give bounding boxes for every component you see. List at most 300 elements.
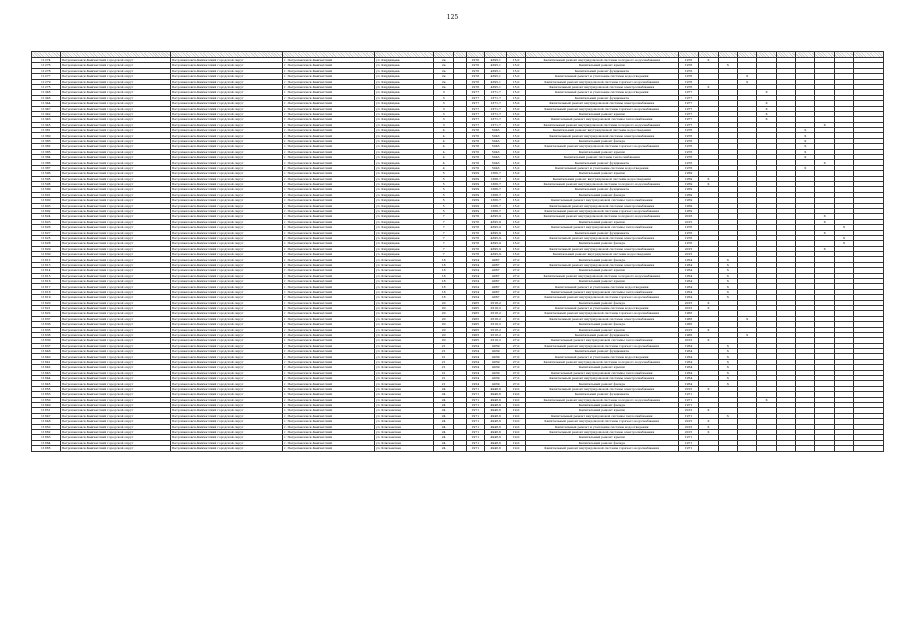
table-cell: 11382 <box>32 144 61 149</box>
table-cell: 19,0 <box>507 440 525 445</box>
table-cell: X <box>699 386 718 391</box>
table-cell: г. Петропавловск-Камчатский <box>282 376 374 381</box>
table-cell: Капитальный ремонт крыши <box>525 111 678 116</box>
table-cell: г. Петропавловск-Камчатский <box>282 311 374 316</box>
table-cell: Капитальный ремонт внутридомовой системы водоотведения <box>525 252 678 257</box>
table-cell: Капитальный ремонт внутридомовой системы горячего водоснабжения <box>525 311 678 316</box>
table-cell: Петропавловск-Камчатский городской округ <box>170 273 282 278</box>
table-cell: 4967 <box>484 295 506 300</box>
table-cell: г. Петропавловск-Камчатский <box>282 252 374 257</box>
table-cell: 15,0 <box>507 111 525 116</box>
table-cell: 1976 <box>466 79 484 84</box>
table-cell: 15,0 <box>507 138 525 143</box>
table-cell: X <box>815 230 834 235</box>
table-cell: ул. Ключевская <box>374 332 433 337</box>
table-cell: X <box>699 58 718 63</box>
table-cell: 27,0 <box>507 284 525 289</box>
table-cell: 2015 <box>678 300 698 305</box>
table-row <box>32 446 884 451</box>
table-cell: 1954 <box>466 284 484 289</box>
table-cell: Петропавловск-Камчатский городской округ <box>170 424 282 429</box>
table-cell: 1366,7 <box>484 171 506 176</box>
table-cell: 5 <box>433 176 453 181</box>
table-cell: 3 <box>433 101 453 106</box>
table-cell: г. Петропавловск-Камчатский <box>282 246 374 251</box>
table-cell: ул. Кирдищева <box>374 246 433 251</box>
table-cell: 18 <box>433 257 453 262</box>
table-cell: 1954 <box>678 381 698 386</box>
table-cell: 1976 <box>678 230 698 235</box>
table-cell: 1959 <box>678 171 698 176</box>
table-cell: 2518,2 <box>484 327 506 332</box>
table-cell: г. Петропавловск-Камчатский <box>282 273 374 278</box>
table-cell: 5043 <box>484 160 506 165</box>
table-cell: X <box>699 327 718 332</box>
table-cell: Петропавловск-Камчатский городской округ <box>60 359 170 364</box>
table-cell: 5043 <box>484 133 506 138</box>
table-cell: 5043 <box>484 149 506 154</box>
table-cell: 11624 <box>32 214 61 219</box>
table-cell: Капитальный ремонт фасада <box>525 322 678 327</box>
table-cell: 4939 <box>484 343 506 348</box>
table-cell: Капитальный ремонт внутридомовой системы электроснабжения <box>525 262 678 267</box>
table-cell: 11652 <box>32 424 61 429</box>
table-cell: Петропавловск-Камчатский городской округ <box>60 424 170 429</box>
table-cell: ул. Кирдищева <box>374 122 433 127</box>
table-cell: 18 <box>433 268 453 273</box>
table-cell: Петропавловск-Камчатский городской округ <box>60 117 170 122</box>
table-cell: Петропавловск-Камчатский городской округ <box>170 68 282 73</box>
table-cell: Петропавловск-Камчатский городской округ <box>170 84 282 89</box>
table-cell: 1971 <box>678 440 698 445</box>
table-cell: 1959 <box>466 198 484 203</box>
table-cell: ул. Кирдищева <box>374 149 433 154</box>
table-cell: 1954 <box>678 262 698 267</box>
table-cell: 11599 <box>32 187 61 192</box>
table-cell: Петропавловск-Камчатский городской округ <box>60 68 170 73</box>
table-cell: 24 <box>433 419 453 424</box>
table-cell: 1976 <box>678 79 698 84</box>
table-cell: Петропавловск-Камчатский городской округ <box>60 181 170 186</box>
table-cell: 1959 <box>466 192 484 197</box>
table-cell: 27,0 <box>507 322 525 327</box>
table-cell: X <box>815 122 834 127</box>
table-cell: 4939 <box>484 354 506 359</box>
table-cell: 1977 <box>466 106 484 111</box>
table-cell: Петропавловск-Камчатский городской округ <box>170 338 282 343</box>
table-cell: 1976 <box>466 144 484 149</box>
table-cell: 4948,6 <box>484 403 506 408</box>
table-cell: Петропавловск-Камчатский городской округ <box>60 203 170 208</box>
table-cell: 11662 <box>32 429 61 434</box>
table-cell: Петропавловск-Камчатский городской округ <box>60 392 170 397</box>
table-cell: г. Петропавловск-Камчатский <box>282 359 374 364</box>
table-cell: ул. Кирдищева <box>374 90 433 95</box>
table-cell: г. Петропавловск-Камчатский <box>282 446 374 451</box>
table-cell: 1976 <box>466 63 484 68</box>
table-cell: 1976 <box>678 128 698 133</box>
table-cell: 4 <box>433 165 453 170</box>
table-cell: 1976 <box>678 165 698 170</box>
table-cell: 2015 <box>678 327 698 332</box>
table-cell: ул. Ключевская <box>374 370 433 375</box>
table-cell: Петропавловск-Камчатский городской округ <box>170 208 282 213</box>
table-cell: 11645 <box>32 381 61 386</box>
table-cell: 18 <box>433 289 453 294</box>
table-cell: 15,0 <box>507 208 525 213</box>
table-cell: 27,0 <box>507 316 525 321</box>
table-cell: 1965 <box>466 311 484 316</box>
table-cell: г. Петропавловск-Камчатский <box>282 403 374 408</box>
table-cell: X <box>699 300 718 305</box>
table-cell: г. Петропавловск-Камчатский <box>282 84 374 89</box>
table-cell: 1954 <box>678 359 698 364</box>
table-cell: 7 <box>433 246 453 251</box>
table-cell: 1954 <box>678 376 698 381</box>
table-cell: 7 <box>433 235 453 240</box>
table-cell: 4 <box>433 144 453 149</box>
table-cell: 4948,6 <box>484 435 506 440</box>
table-cell: 15,0 <box>507 176 525 181</box>
table-cell: Петропавловск-Камчатский городской округ <box>60 171 170 176</box>
table-cell: 2016 <box>678 214 698 219</box>
table-cell: ул. Ключевская <box>374 322 433 327</box>
table-cell: ул. Кирдищева <box>374 58 433 63</box>
table-cell: 1976 <box>678 144 698 149</box>
table-cell: Петропавловск-Камчатский городской округ <box>60 138 170 143</box>
table-cell: г. Петропавловск-Камчатский <box>282 214 374 219</box>
table-cell: 27,0 <box>507 300 525 305</box>
table-cell: 2518,2 <box>484 311 506 316</box>
table-cell: Петропавловск-Камчатский городской округ <box>60 225 170 230</box>
table-cell: 15,0 <box>507 252 525 257</box>
table-cell: Петропавловск-Камчатский городской округ <box>170 332 282 337</box>
table-cell: г. Петропавловск-Камчатский <box>282 58 374 63</box>
table-cell: 1371,7 <box>484 90 506 95</box>
table-cell: 15,0 <box>507 219 525 224</box>
table-cell: Капитальный ремонт фасада <box>525 192 678 197</box>
table-cell: Петропавловск-Камчатский городской округ <box>60 300 170 305</box>
table-cell: 1366,7 <box>484 198 506 203</box>
table-cell: г. Петропавловск-Камчатский <box>282 122 374 127</box>
table-cell: 1977 <box>678 90 698 95</box>
table-cell: X <box>815 160 834 165</box>
table-cell: Петропавловск-Камчатский городской округ <box>60 106 170 111</box>
table-cell: 18 <box>433 273 453 278</box>
table-cell: 1954 <box>678 365 698 370</box>
table-cell: Петропавловск-Камчатский городской округ <box>170 252 282 257</box>
table-cell: 2015 <box>678 246 698 251</box>
table-cell: 1954 <box>678 354 698 359</box>
table-cell: Петропавловск-Камчатский городской округ <box>170 327 282 332</box>
table-cell: г. Петропавловск-Камчатский <box>282 117 374 122</box>
table-cell: г. Петропавловск-Камчатский <box>282 74 374 79</box>
table-cell: 21 <box>433 354 453 359</box>
table-cell: г. Петропавловск-Камчатский <box>282 365 374 370</box>
table-cell: 1977 <box>678 95 698 100</box>
table-cell: 11653 <box>32 392 61 397</box>
table-cell: Петропавловск-Камчатский городской округ <box>60 316 170 321</box>
table-cell: 3 <box>433 95 453 100</box>
table-cell: 1954 <box>466 273 484 278</box>
table-cell: Капитальный ремонт крыши <box>525 268 678 273</box>
table-cell: Петропавловск-Камчатский городской округ <box>170 171 282 176</box>
table-cell: 2518,2 <box>484 300 506 305</box>
table-cell: 2а <box>433 79 453 84</box>
table-cell: Петропавловск-Камчатский городской округ <box>170 429 282 434</box>
table-cell: г. Петропавловск-Камчатский <box>282 289 374 294</box>
table-cell: X <box>718 63 737 68</box>
table-cell: Капитальный ремонт внутридомовой системы теплоснабжения <box>525 225 678 230</box>
table-cell: 27,0 <box>507 332 525 337</box>
table-cell: 4395,9 <box>484 246 506 251</box>
table-cell: 15,0 <box>507 74 525 79</box>
table-cell: 15,0 <box>507 230 525 235</box>
table-cell: ул. Ключевская <box>374 359 433 364</box>
table-cell: 1366,7 <box>484 208 506 213</box>
table-cell: 1954 <box>466 365 484 370</box>
table-cell: Петропавловск-Камчатский городской округ <box>60 419 170 424</box>
table-cell: 11622 <box>32 311 61 316</box>
table-cell: 15,0 <box>507 117 525 122</box>
table-cell: 11646 <box>32 349 61 354</box>
table-cell: г. Петропавловск-Камчатский <box>282 241 374 246</box>
table-cell: 1971 <box>466 429 484 434</box>
table-cell: 1971 <box>678 403 698 408</box>
table-cell: 4967 <box>484 289 506 294</box>
table-cell: ул. Ключевская <box>374 257 433 262</box>
table-cell: 3 <box>433 90 453 95</box>
table-cell: 20 <box>433 316 453 321</box>
table-cell: Капитальный ремонт фундамента <box>525 332 678 337</box>
table-cell: X <box>834 225 853 230</box>
table-cell: 1976 <box>466 133 484 138</box>
table-cell: 11626 <box>32 225 61 230</box>
housing-repair-table <box>31 51 884 452</box>
table-cell: 15,0 <box>507 187 525 192</box>
table-cell: 1954 <box>466 349 484 354</box>
table-cell: 18 <box>433 262 453 267</box>
table-cell: 1977 <box>678 111 698 116</box>
table-cell: Капитальный ремонт крыши <box>525 435 678 440</box>
table-cell: 1976 <box>466 219 484 224</box>
table-cell: 4395,1 <box>484 63 506 68</box>
table-cell: Петропавловск-Камчатский городской округ <box>60 208 170 213</box>
table-cell: X <box>796 155 815 160</box>
table-cell: Капитальный ремонт и утепление системы водоотведения <box>525 284 678 289</box>
table-cell: 5043 <box>484 144 506 149</box>
table-cell: Петропавловск-Камчатский городской округ <box>60 311 170 316</box>
table-cell: 7 <box>433 219 453 224</box>
table-cell: Капитальный ремонт фасада <box>525 257 678 262</box>
table-cell: ул. Кирдищева <box>374 117 433 122</box>
table-cell: 1965 <box>678 322 698 327</box>
table-cell: г. Петропавловск-Камчатский <box>282 300 374 305</box>
table-cell: 1976 <box>466 230 484 235</box>
table-cell: 1959 <box>678 187 698 192</box>
table-cell: 15,0 <box>507 68 525 73</box>
table-cell: Петропавловск-Камчатский городской округ <box>170 230 282 235</box>
table-cell: 1954 <box>678 279 698 284</box>
table-cell: 1959 <box>678 198 698 203</box>
table-cell: 4395,1 <box>484 84 506 89</box>
table-cell: 1971 <box>466 392 484 397</box>
table-cell: 4395,9 <box>484 225 506 230</box>
table-cell: 1976 <box>466 225 484 230</box>
table-cell: Петропавловск-Камчатский городской округ <box>60 376 170 381</box>
table-cell: Капитальный ремонт внутридомовой системы холодного водоснабжения <box>525 397 678 402</box>
table-cell: 11614 <box>32 268 61 273</box>
table-cell: Петропавловск-Камчатский городской округ <box>170 122 282 127</box>
table-cell: Капитальный ремонт внутридомовой системы электроснабжения <box>525 84 678 89</box>
table-cell: 27,0 <box>507 305 525 310</box>
table-cell: 11279 <box>32 79 61 84</box>
table-cell: 11620 <box>32 300 61 305</box>
table-cell: X <box>757 117 776 122</box>
table-cell: 15,0 <box>507 58 525 63</box>
table-cell: X <box>718 354 737 359</box>
table-cell: Капитальный ремонт системы теплоснабжения <box>525 155 678 160</box>
table-cell: Петропавловск-Камчатский городской округ <box>170 343 282 348</box>
table-cell: 24 <box>433 446 453 451</box>
table-cell: 2518,2 <box>484 305 506 310</box>
table-cell: 1976 <box>678 138 698 143</box>
table-cell: X <box>718 365 737 370</box>
table-cell: 27,0 <box>507 343 525 348</box>
table-cell: 2015 <box>678 219 698 224</box>
table-cell: 20 <box>433 300 453 305</box>
table-cell: 1965 <box>466 332 484 337</box>
table-cell: 1954 <box>466 354 484 359</box>
table-cell: 1954 <box>466 262 484 267</box>
table-cell: Петропавловск-Камчатский городской округ <box>170 176 282 181</box>
table-cell: 1976 <box>466 84 484 89</box>
table-cell: 7 <box>433 252 453 257</box>
table-cell: 5 <box>433 171 453 176</box>
table-cell: г. Петропавловск-Камчатский <box>282 435 374 440</box>
table-cell: ул. Кирдищева <box>374 133 433 138</box>
table-cell <box>854 446 884 451</box>
table-cell: г. Петропавловск-Камчатский <box>282 392 374 397</box>
table-cell: 27,0 <box>507 354 525 359</box>
table-cell: 1977 <box>466 111 484 116</box>
table-cell: Капитальный ремонт внутридомовой системы горячего водоснабжения <box>525 295 678 300</box>
table-cell: X <box>699 424 718 429</box>
table-cell: Петропавловск-Камчатский городской округ <box>60 176 170 181</box>
table-cell: г. Петропавловск-Камчатский <box>282 440 374 445</box>
table-cell: г. Петропавловск-Камчатский <box>282 419 374 424</box>
table-cell: ул. Кирдищева <box>374 138 433 143</box>
table-cell: 2015 <box>678 408 698 413</box>
table-cell: 1976 <box>678 160 698 165</box>
table-cell: Петропавловск-Камчатский городской округ <box>60 122 170 127</box>
table-cell: 1976 <box>466 246 484 251</box>
table-cell: ул. Кирдищева <box>374 63 433 68</box>
table-cell: 11383 <box>32 138 61 143</box>
table-cell: Капитальный ремонт внутридомовой системы теплоснабжения <box>525 370 678 375</box>
table-cell: 20 <box>433 305 453 310</box>
table-cell: 11623 <box>32 219 61 224</box>
table-cell: Петропавловск-Камчатский городской округ <box>170 246 282 251</box>
table-cell: Петропавловск-Камчатский городской округ <box>60 343 170 348</box>
table-cell: ул. Кирдищева <box>374 208 433 213</box>
table-cell: 1971 <box>466 403 484 408</box>
table-cell: 15,0 <box>507 95 525 100</box>
table-cell: 1959 <box>678 192 698 197</box>
table-cell: Петропавловск-Камчатский городской округ <box>60 149 170 154</box>
table-cell: 1977 <box>678 101 698 106</box>
table-cell: ул. Ключевская <box>374 295 433 300</box>
table-cell: 27,0 <box>507 359 525 364</box>
table-cell: Петропавловск-Камчатский городской округ <box>170 79 282 84</box>
table-cell: 11629 <box>32 246 61 251</box>
table-cell: Капитальный ремонт внутридомовой системы теплоснабжения <box>525 338 678 343</box>
table-cell: г. Петропавловск-Камчатский <box>282 155 374 160</box>
table-cell: 1977 <box>678 122 698 127</box>
table-cell: 15,0 <box>507 84 525 89</box>
table-cell: Петропавловск-Камчатский городской округ <box>60 58 170 63</box>
table-cell: г. Петропавловск-Камчатский <box>282 279 374 284</box>
table-cell: 27,0 <box>507 295 525 300</box>
table-cell: Петропавловск-Камчатский городской округ <box>170 295 282 300</box>
table-cell: г. Петропавловск-Камчатский <box>282 397 374 402</box>
table-cell: Капитальный ремонт внутридомовой системы горячего водоснабжения <box>525 446 678 451</box>
table-cell: Петропавловск-Камчатский городской округ <box>60 289 170 294</box>
table-cell: 15,0 <box>507 79 525 84</box>
table-cell: 7 <box>433 214 453 219</box>
table-cell: Петропавловск-Камчатский городской округ <box>170 235 282 240</box>
table-cell: Петропавловск-Камчатский городской округ <box>60 349 170 354</box>
table-cell: 18 <box>433 295 453 300</box>
table-cell: Петропавловск-Камчатский городской округ <box>60 413 170 418</box>
table-cell: 1971 <box>466 413 484 418</box>
table-cell: ул. Ключевская <box>374 403 433 408</box>
table-cell: ул. Кирдищева <box>374 79 433 84</box>
table-cell: 24 <box>433 403 453 408</box>
table-cell: 4948,6 <box>484 446 506 451</box>
table-cell: 4948,6 <box>484 397 506 402</box>
table-cell: Петропавловск-Камчатский городской округ <box>170 257 282 262</box>
table-cell: 1959 <box>466 203 484 208</box>
table-cell: ул. Кирдищева <box>374 171 433 176</box>
table-cell: 4395,9 <box>484 230 506 235</box>
table-cell: г. Петропавловск-Камчатский <box>282 181 374 186</box>
table-cell: Петропавловск-Камчатский городской округ <box>170 90 282 95</box>
table-cell: 1959 <box>466 176 484 181</box>
table-cell: ул. Кирдищева <box>374 241 433 246</box>
table-cell: 1954 <box>466 370 484 375</box>
table-cell: ул. Кирдищева <box>374 176 433 181</box>
table-cell: 19,0 <box>507 392 525 397</box>
table-cell: Петропавловск-Камчатский городской округ <box>170 165 282 170</box>
table-cell: Капитальный ремонт крыши <box>525 279 678 284</box>
table-cell: Петропавловск-Камчатский городской округ <box>170 386 282 391</box>
table-cell: ул. Ключевская <box>374 327 433 332</box>
table-cell: 21 <box>433 349 453 354</box>
table-cell: Капитальный ремонт фундамента <box>525 95 678 100</box>
table-cell: Капитальный ремонт фундамента <box>525 392 678 397</box>
table-cell: 27,0 <box>507 376 525 381</box>
table-cell: Капитальный ремонт фундамента <box>525 187 678 192</box>
table-cell: ул. Ключевская <box>374 268 433 273</box>
table-cell: г. Петропавловск-Камчатский <box>282 133 374 138</box>
table-cell: г. Петропавловск-Камчатский <box>282 338 374 343</box>
table-cell: Капитальный ремонт внутридомовой системы теплоснабжения <box>525 117 678 122</box>
table-cell: Петропавловск-Камчатский городской округ <box>170 160 282 165</box>
table-cell: 4939 <box>484 376 506 381</box>
table-cell: Капитальный ремонт фундамента <box>525 68 678 73</box>
table-cell: X <box>718 343 737 348</box>
